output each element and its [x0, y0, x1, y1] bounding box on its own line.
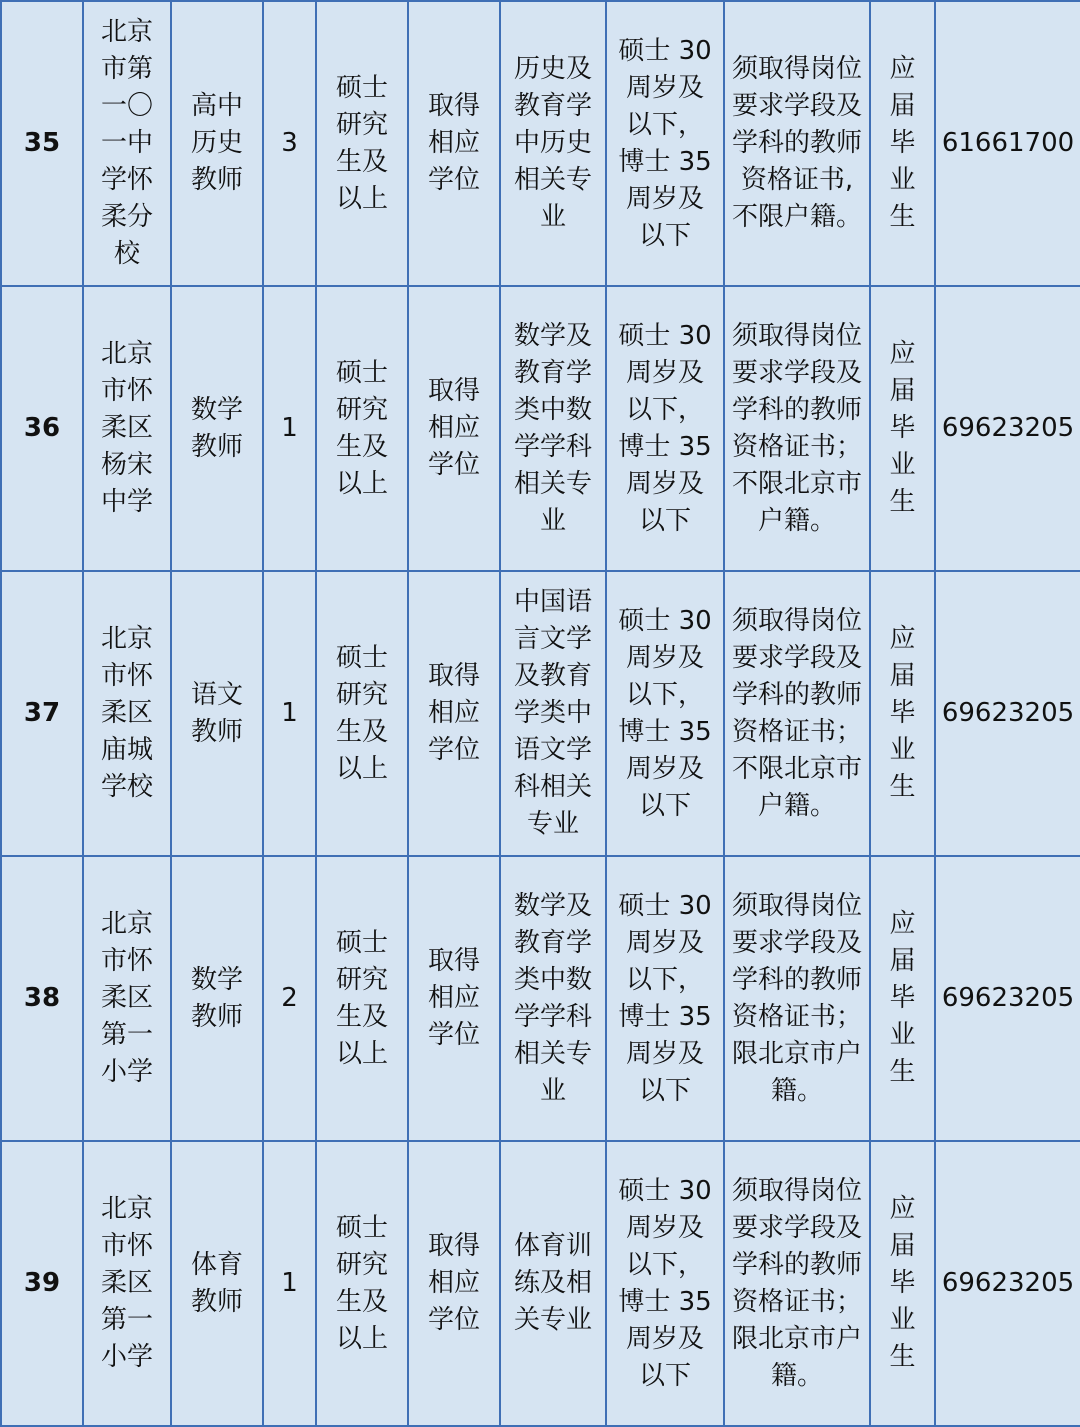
condition-cell — [724, 286, 870, 571]
education-cell — [316, 856, 408, 1141]
position-name: 数学教师 — [190, 964, 243, 1032]
major-requirement: 中国语言文学及教育学类中语文学科相关专业 — [513, 587, 592, 839]
graduate-type: 应届毕业生 — [889, 54, 916, 232]
education-requirement: 硕士研究生及以上 — [335, 927, 388, 1069]
age-requirement: 硕士 30 周岁及以下，博士 35 周岁及以下 — [618, 1175, 712, 1391]
degree-cell — [408, 286, 500, 571]
graduate-cell — [870, 286, 935, 571]
phone-cell: 69623205 — [935, 856, 1080, 1141]
major-requirement: 数学及教育学类中数学学科相关专业 — [513, 320, 592, 536]
age-requirement: 硕士 30 周岁及以下，博士 35 周岁及以下 — [618, 605, 712, 821]
degree-requirement: 取得相应学位 — [427, 376, 480, 480]
degree-cell — [408, 571, 500, 856]
table-row — [1, 286, 1080, 571]
other-conditions: 须取得岗位要求学段及学科的教师资格证书；不限北京市户籍。 — [731, 320, 862, 536]
employer-cell — [83, 571, 171, 856]
major-requirement: 历史及教育学中历史相关专业 — [513, 54, 592, 232]
table-row — [1, 856, 1080, 1141]
graduate-type: 应届毕业生 — [889, 624, 916, 802]
education-requirement: 硕士研究生及以上 — [335, 72, 388, 214]
condition-cell — [724, 1141, 870, 1426]
education-requirement: 硕士研究生及以上 — [335, 357, 388, 499]
table-row — [1, 571, 1080, 856]
employer-name: 北京市怀柔区第一小学 — [100, 909, 153, 1087]
graduate-type: 应届毕业生 — [889, 909, 916, 1087]
row-number: 39 — [1, 1141, 83, 1426]
headcount-cell: 1 — [263, 1141, 316, 1426]
position-cell — [171, 286, 263, 571]
table-row — [1, 1141, 1080, 1426]
position-cell — [171, 1141, 263, 1426]
other-conditions: 须取得岗位要求学段及学科的教师资格证书；限北京市户籍。 — [731, 890, 862, 1106]
major-cell — [500, 1, 606, 286]
education-requirement: 硕士研究生及以上 — [335, 1212, 388, 1354]
position-cell — [171, 571, 263, 856]
employer-cell — [83, 1141, 171, 1426]
major-cell — [500, 286, 606, 571]
degree-cell — [408, 1, 500, 286]
headcount-cell: 1 — [263, 286, 316, 571]
row-number: 35 — [1, 1, 83, 286]
position-name: 语文教师 — [190, 679, 243, 747]
employer-cell — [83, 286, 171, 571]
degree-requirement: 取得相应学位 — [427, 91, 480, 195]
employer-name: 北京市怀柔区第一小学 — [100, 1194, 153, 1372]
age-cell — [606, 571, 724, 856]
age-cell — [606, 1, 724, 286]
education-cell — [316, 1141, 408, 1426]
table-row — [1, 1, 1080, 286]
major-requirement: 数学及教育学类中数学学科相关专业 — [513, 890, 592, 1106]
phone-cell: 61661700 — [935, 1, 1080, 286]
graduate-cell — [870, 1141, 935, 1426]
employer-cell — [83, 1, 171, 286]
phone-cell: 69623205 — [935, 571, 1080, 856]
row-number: 38 — [1, 856, 83, 1141]
education-cell — [316, 286, 408, 571]
age-requirement: 硕士 30 周岁及以下，博士 35 周岁及以下 — [618, 320, 712, 536]
graduate-cell — [870, 1, 935, 286]
condition-cell — [724, 1, 870, 286]
degree-requirement: 取得相应学位 — [427, 1231, 480, 1335]
other-conditions: 须取得岗位要求学段及学科的教师资格证书；不限北京市户籍。 — [731, 605, 862, 821]
headcount-cell: 3 — [263, 1, 316, 286]
degree-cell — [408, 856, 500, 1141]
education-cell — [316, 1, 408, 286]
employer-name: 北京市怀柔区庙城学校 — [100, 624, 153, 802]
position-name: 体育教师 — [190, 1249, 243, 1317]
major-cell — [500, 856, 606, 1141]
phone-cell: 69623205 — [935, 286, 1080, 571]
degree-requirement: 取得相应学位 — [427, 946, 480, 1050]
graduate-cell — [870, 571, 935, 856]
employer-name: 北京市第一〇一中学怀柔分校 — [100, 17, 153, 269]
employer-name: 北京市怀柔区杨宋中学 — [100, 339, 153, 517]
education-cell — [316, 571, 408, 856]
major-cell — [500, 1141, 606, 1426]
other-conditions: 须取得岗位要求学段及学科的教师资格证书,不限户籍。 — [731, 54, 862, 232]
phone-cell: 69623205 — [935, 1141, 1080, 1426]
graduate-cell — [870, 856, 935, 1141]
condition-cell — [724, 571, 870, 856]
graduate-type: 应届毕业生 — [889, 1194, 916, 1372]
position-name: 数学教师 — [190, 394, 243, 462]
major-cell — [500, 571, 606, 856]
position-name: 高中历史教师 — [190, 91, 243, 195]
age-cell — [606, 286, 724, 571]
education-requirement: 硕士研究生及以上 — [335, 642, 388, 784]
row-number: 36 — [1, 286, 83, 571]
employer-cell — [83, 856, 171, 1141]
degree-requirement: 取得相应学位 — [427, 661, 480, 765]
position-cell — [171, 1, 263, 286]
other-conditions: 须取得岗位要求学段及学科的教师资格证书；限北京市户籍。 — [731, 1175, 862, 1391]
headcount-cell: 2 — [263, 856, 316, 1141]
degree-cell — [408, 1141, 500, 1426]
graduate-type: 应届毕业生 — [889, 339, 916, 517]
row-number: 37 — [1, 571, 83, 856]
age-requirement: 硕士 30 周岁及以下，博士 35 周岁及以下 — [618, 890, 712, 1106]
age-cell — [606, 856, 724, 1141]
age-cell — [606, 1141, 724, 1426]
condition-cell — [724, 856, 870, 1141]
age-requirement: 硕士 30 周岁及以下，博士 35 周岁及以下 — [618, 35, 712, 251]
headcount-cell: 1 — [263, 571, 316, 856]
position-cell — [171, 856, 263, 1141]
major-requirement: 体育训练及相关专业 — [513, 1231, 592, 1335]
